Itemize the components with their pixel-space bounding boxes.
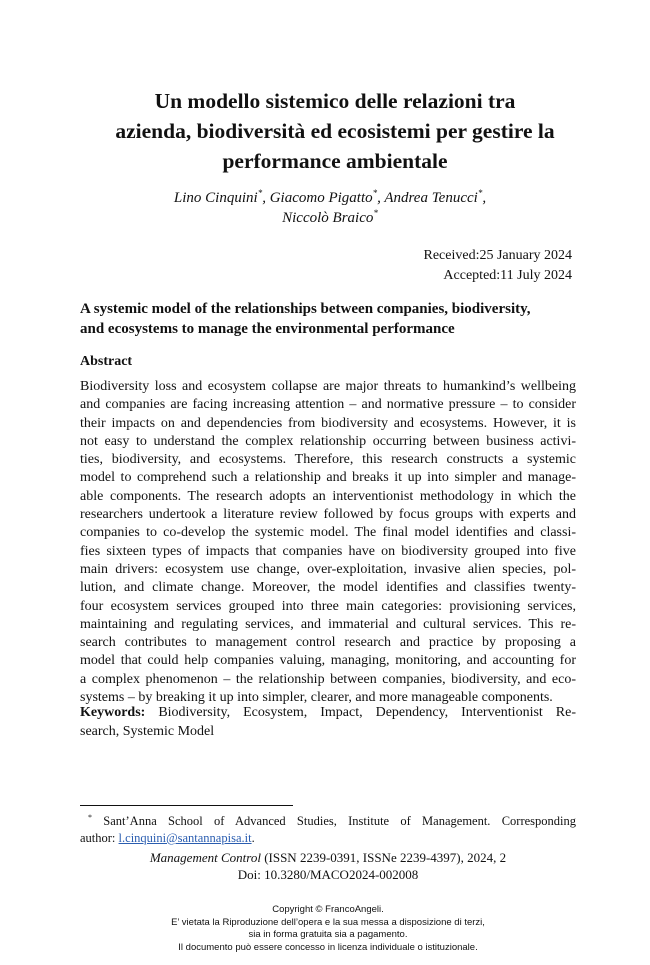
abstract-line: model that could help companies valuing, managing, monitoring, and accounting for bbox=[80, 653, 576, 669]
author-line bbox=[80, 188, 580, 208]
title-line: Un modello sistemico delle relazioni tra bbox=[154, 89, 516, 113]
footnote-line bbox=[80, 813, 576, 830]
author-name: Giacomo Pigatto bbox=[269, 190, 373, 206]
copyright-line: Il documento può essere concesso in licenza individuale o istituzionale. bbox=[178, 941, 478, 953]
abstract-line: lution, and climate change. Moreover, the model identifies and classifies twenty- bbox=[80, 580, 576, 596]
corresponding-email-link[interactable]: l.cinquini@santannapisa.it bbox=[118, 831, 252, 845]
article-title bbox=[60, 86, 610, 176]
abstract-line: able components. The research adopts an interventionist methodology in which the bbox=[80, 488, 576, 504]
footnote-affiliation: Sant’Anna School of Advanced Studies, Institute of Management. Corresponding bbox=[103, 814, 577, 828]
abstract-line: four ecosystem services grouped into three main categories: provisioning services, bbox=[80, 598, 576, 614]
footnote-line bbox=[80, 830, 576, 847]
title-line: azienda, biodiversità ed ecosistemi per gestire la bbox=[115, 119, 555, 143]
copyright-notice bbox=[80, 904, 576, 954]
abstract-line: maintaining and regulating services, and immaterial and cultural services. This re- bbox=[80, 616, 576, 632]
abstract-line: their impacts on and dependencies from biodiversity and ecosystems. However, it is bbox=[80, 415, 576, 431]
footnote-suffix: . bbox=[251, 831, 255, 845]
author-name: Lino Cinquini bbox=[173, 190, 258, 206]
abstract-line: Biodiversity loss and ecosystem collapse are major threats to humankind’s wellbeing bbox=[80, 379, 576, 394]
footnote-divider bbox=[80, 805, 293, 806]
journal-doi: Doi: 10.3280/MACO2024-002008 bbox=[237, 867, 419, 882]
footnote bbox=[80, 813, 576, 847]
abstract-line: ties, biodiversity, and ecosystems. Therefore, this research constructs a systemic bbox=[80, 452, 576, 468]
abstract-line: researchers undertook a literature review followed by focus groups with experts and bbox=[80, 507, 576, 523]
english-title-line: and ecosystems to manage the environmental performance bbox=[80, 321, 455, 337]
abstract-line: not easy to understand the complex relationship occurring between business activi- bbox=[80, 433, 576, 449]
abstract-line: a complex phenomenon – the relationship between companies, biodiversity, and eco- bbox=[80, 671, 576, 687]
keywords-label: Keywords: bbox=[80, 705, 146, 720]
author-separator: , bbox=[262, 190, 270, 206]
copyright-line: E’ vietata la Riproduzione dell’opera e la sua messa a disposizione di terzi, bbox=[171, 916, 485, 928]
abstract-line: and companies are facing increasing attention – and normative pressure – to consider bbox=[80, 397, 576, 413]
journal-details: (ISSN 2239-0391, ISSNe 2239-4397), 2024, 2 bbox=[260, 850, 507, 865]
footnote-author-prefix: author: bbox=[80, 831, 119, 845]
keywords-line bbox=[80, 704, 576, 723]
journal-line bbox=[80, 849, 576, 866]
author-list bbox=[80, 188, 580, 228]
abstract-line: systems – by breaking it up into simpler, clearer, and more manageable components. bbox=[80, 690, 553, 706]
author-line bbox=[80, 208, 580, 228]
english-title-line: A systemic model of the relationships between companies, biodiversity, bbox=[80, 301, 531, 317]
abstract-line: main drivers: ecosystem use change, over-exploitation, invasive alien species, pol- bbox=[80, 561, 576, 577]
title-line: performance ambientale bbox=[222, 149, 448, 173]
abstract-line: search contributes to management control research and practice by proposing a bbox=[80, 635, 576, 651]
footnote-mark: * bbox=[372, 188, 378, 198]
copyright-line: sia in forma gratuita sia a pagamento. bbox=[248, 929, 408, 940]
copyright-line: Copyright © FrancoAngeli. bbox=[272, 904, 384, 915]
author-separator: , bbox=[377, 190, 385, 206]
author-name: Niccolò Braico bbox=[282, 210, 374, 226]
footnote-mark: * bbox=[257, 188, 263, 198]
keywords-text: Biodiversity, Ecosystem, Impact, Dependency, Interventionist Re- bbox=[158, 705, 576, 720]
abstract-line: companies to co-develop the systemic model. The final model identifies and classi- bbox=[80, 525, 576, 541]
submission-dates bbox=[423, 246, 572, 286]
footnote-mark: * bbox=[88, 812, 92, 822]
abstract-line: model to comprehend such a relationship and breaks it up into simpler and manage- bbox=[80, 470, 576, 486]
english-title bbox=[80, 299, 576, 339]
author-name: Andrea Tenucci bbox=[384, 190, 478, 206]
journal-name: Management Control bbox=[149, 850, 261, 865]
abstract-body bbox=[80, 378, 576, 707]
received-date: Received:25 January 2024 bbox=[423, 248, 572, 263]
abstract-heading: Abstract bbox=[80, 354, 133, 369]
footnote-mark: * bbox=[373, 208, 378, 218]
keywords bbox=[80, 704, 576, 741]
keywords-line: search, Systemic Model bbox=[80, 723, 215, 739]
accepted-date: Accepted:11 July 2024 bbox=[443, 268, 572, 283]
author-separator: , bbox=[482, 190, 487, 206]
abstract-line: fies sixteen types of impacts that companies have on biodiversity grouped into five bbox=[80, 543, 576, 559]
journal-info bbox=[80, 849, 576, 883]
footnote-mark: * bbox=[477, 188, 483, 198]
